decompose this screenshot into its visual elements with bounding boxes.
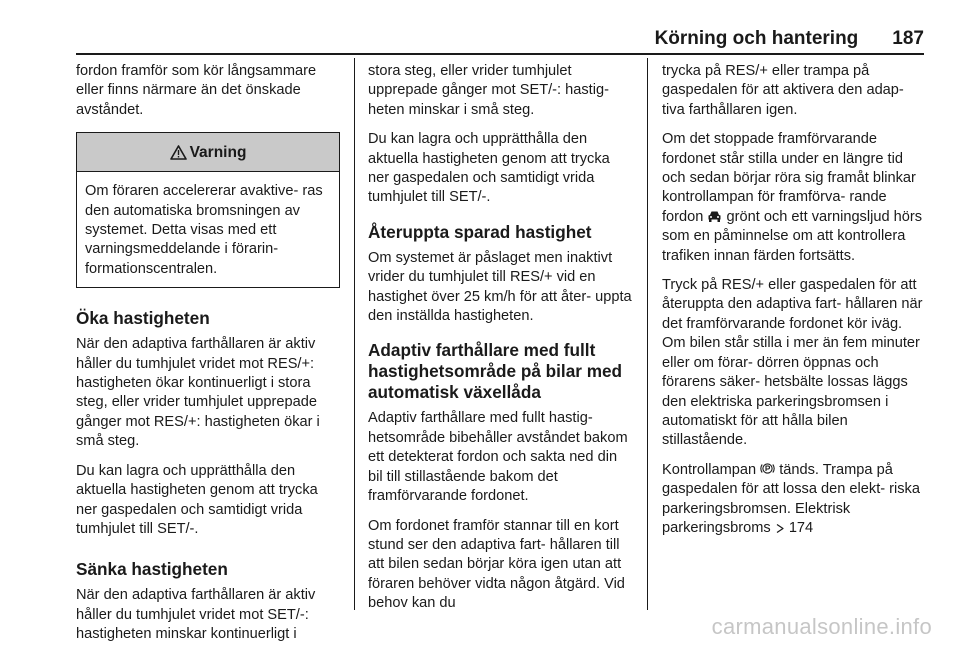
col3-paragraph-3: Tryck på RES/+ eller gaspedalen för att återuppta den adaptiva fart‐ hållaren när det framförvarande fordonet kör iväg. Om bilen står stilla i mer än fem minuter eller om förar‐ dörren öppnas och förarens säker‐ hetsbälte lossas läggs den elektriska parkeringsbromsen i automatiskt för att hålla bilen stillastående. [662,277,923,449]
resume-paragraph: Om systemet är påslaget men inaktivt vrider du tumhjulet till RES/+ vid en hastighet över 25 km/h för att åter‐ uppta den inställda hastigheten. [368,249,632,325]
decrease-paragraph-1: När den adaptiva farthållaren är aktiv håller du tumhjulet vridet mot SET/-: hastigheten minskar kontinuerligt i [76,587,316,643]
col3-paragraph-4: Kontrollampan tänds. Trampa på gaspedalen för att lossa den elekt‐ riska parkeringsbromsen. Elektrisk parkeringsbroms 174 [662,461,920,536]
vehicle-ahead-icon [707,210,722,223]
header-rule [76,53,924,55]
page-header [76,22,924,50]
warning-text: Om föraren accelererar avaktive‐ ras den automatiska bromsningen av systemet. Detta visas med ett varningsmeddelande i förarin‐ formationscentralen. [85,183,323,277]
heading-increase-speed: Öka hastigheten [76,308,210,329]
watermark: carmanualsonline.info [711,614,932,639]
warning-header [77,133,339,172]
column-1 [76,62,340,655]
warning-triangle-icon [170,145,187,160]
full-range-paragraph-2: Om fordonet framför stannar till en kort stund ser den adaptiva fart‐ hållaren till att bilen sedan börjar köra igen utan att föraren behöver vidta någon åtgärd. Vid behov kan du [368,517,625,612]
parking-brake-icon [760,461,775,476]
warning-title: Varning [189,143,247,161]
column-3 [662,62,926,548]
warning-box [76,132,340,288]
column-divider-2 [647,58,648,610]
decrease-continued: stora steg, eller vrider tumhjulet upprepade gånger mot SET/-: hastig‐ heten minskar i små steg. [368,63,609,118]
warning-body [77,172,339,287]
column-2 [368,62,634,624]
intro-paragraph: fordon framför som kör långsammare eller finns närmare än det önskade avståndet. [76,63,317,118]
column-divider-1 [354,58,355,610]
page-title: Körning och hantering [654,28,859,49]
increase-paragraph-1: När den adaptiva farthållaren är aktiv håller du tumhjulet vridet mot RES/+: hastigheten ökar kontinuerligt i stora steg, eller vrider tumhjulet upprepade gånger mot RES/+: hastigheten ökar i små steg. [76,336,320,450]
page-reference-link[interactable]: 174 [788,519,814,536]
page-number: 187 [892,28,924,49]
col3-paragraph-1: trycka på RES/+ eller trampa på gaspedalen för att aktivera den adap‐ tiva farthållaren igen. [662,63,904,118]
heading-decrease-speed: Sänka hastigheten [76,559,228,580]
heading-resume-speed: Återuppta sparad hastighet [368,221,592,242]
page-reference-arrow-icon [775,523,785,534]
increase-paragraph-2: Du kan lagra och upprätthålla den aktuella hastigheten genom att trycka ner gaspedalen och samtidigt vrida tumhjulet till SET/-. [76,462,318,537]
decrease-paragraph-2: Du kan lagra och upprätthålla den aktuella hastigheten genom att trycka ner gaspedalen och samtidigt vrida tumhjulet till SET/-. [368,131,610,206]
full-range-paragraph-1: Adaptiv farthållare med fullt hastig‐ hetsområde bibehåller avståndet bakom ett detekterat fordon och sakta ned din bil till stillastående bakom det framförvarande fordonet. [368,410,628,505]
col3-paragraph-2: Om det stoppade framförvarande fordonet står stilla under en längre tid och sedan börjar röra sig framåt blinkar kontrollampan för framförva‐ rande fordon grönt och ett varningsljud hörs som en påminnelse om att kontrollera trafiken innan färden fortsätts. [662,131,923,264]
heading-full-range-acc: Adaptiv farthållare med fullt hastighetsområde på bilar med automatisk växellåda [368,340,623,403]
